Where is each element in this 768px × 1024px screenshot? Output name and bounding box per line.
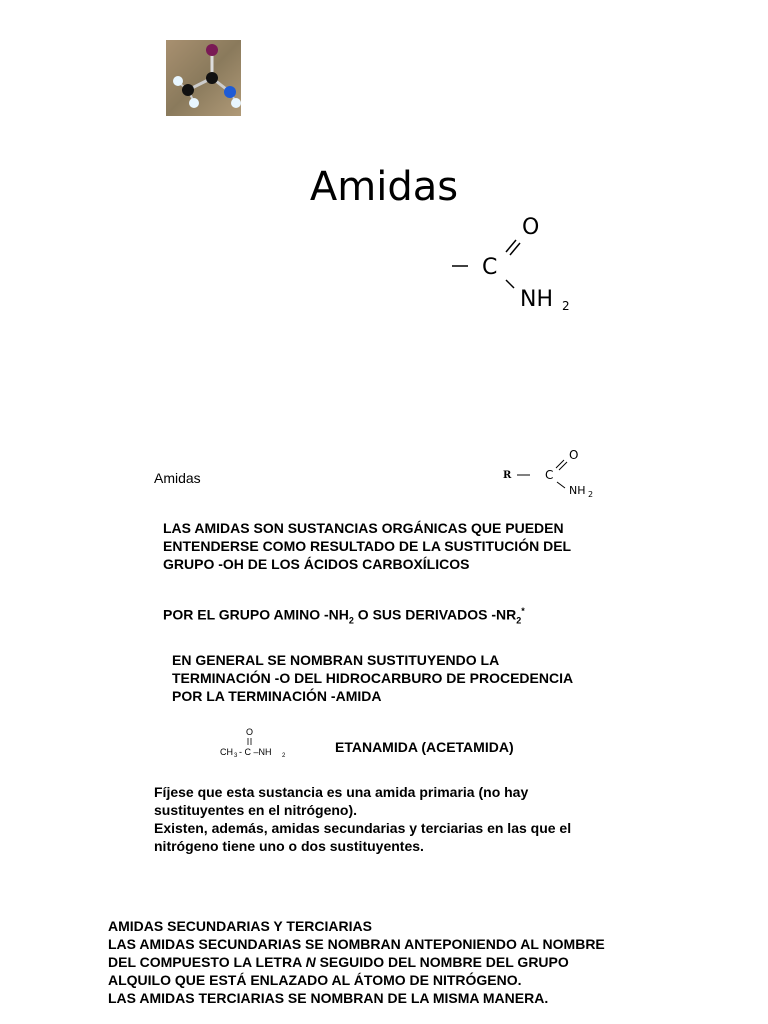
molecule-model-image [166, 40, 241, 116]
text-part: POR EL GRUPO AMINO -NH [163, 606, 349, 623]
subscript: 2 [516, 615, 522, 626]
acetamide-oxygen: O [246, 727, 254, 737]
r-amide-formula [497, 444, 609, 500]
text-line: sustituyentes en el nitrógeno). [154, 802, 358, 818]
subscript: 2 [348, 615, 354, 626]
formula-oxygen: O [522, 215, 540, 240]
primary-amide-note [154, 783, 614, 855]
text-part: O SUS DERIVADOS -NR [353, 606, 517, 623]
text-line: LAS AMIDAS SECUNDARIAS SE NOMBRAN ANTEPONIENDO AL NOMBRE [108, 936, 605, 952]
text-line: ENTENDERSE COMO RESULTADO DE LA SUSTITUCIÓN DEL [163, 538, 572, 554]
acetamide-rest: - C –NH [239, 747, 272, 757]
text-line: Existen, además, amidas secundarias y terciarias en las que el [154, 820, 572, 836]
text-line: LAS AMIDAS TERCIARIAS SE NOMBRAN DE LA MISMA MANERA. [108, 990, 549, 1006]
formula-carbon: C [482, 255, 498, 280]
hydrogen-atom [231, 98, 241, 108]
amino-group-paragraph [163, 602, 583, 629]
carbon-atom [206, 72, 218, 84]
formula-r: R [503, 470, 512, 481]
page-title: Amidas [309, 164, 459, 210]
oxygen-atom [206, 44, 218, 56]
formula-small-oxygen: O [569, 448, 579, 462]
naming-paragraph [172, 651, 612, 705]
text-line: EN GENERAL SE NOMBRAN SUSTITUYENDO LA [172, 652, 500, 668]
text-line: LAS AMIDAS SON SUSTANCIAS ORGÁNICAS QUE PUEDEN [163, 520, 564, 536]
secondary-tertiary-paragraph [108, 917, 648, 1007]
hydrogen-atom [173, 76, 183, 86]
text-line: Fíjese que esta sustancia es una amida primaria (no hay [154, 784, 529, 800]
acetamide-nh-sub: 2 [282, 753, 286, 758]
text-line: AMIDAS SECUNDARIAS Y TERCIARIAS [108, 918, 372, 934]
carbon-atom [182, 84, 194, 96]
text-part: SEGUIDO DEL NOMBRE DEL GRUPO [315, 954, 569, 970]
acetamide-ch-sub: 3 [234, 753, 238, 758]
acetamide-ch: CH [220, 747, 233, 757]
formula-nh-subscript: 2 [562, 299, 570, 313]
definition-paragraph [163, 519, 623, 573]
formula-small-nh: NH [569, 484, 586, 497]
formula-small-carbon: C [545, 468, 554, 482]
text-line: POR LA TERMINACIÓN -AMIDA [172, 688, 382, 704]
nitrogen-atom [224, 86, 236, 98]
text-line: nitrógeno tiene uno o dos sustituyentes. [154, 838, 424, 854]
text-line: GRUPO -OH DE LOS ÁCIDOS CARBOXÍLICOS [163, 556, 470, 572]
section-label: Amidas [154, 470, 201, 486]
acetamide-name: ETANAMIDA (ACETAMIDA) [335, 739, 514, 755]
formula-nh: NH [520, 287, 553, 312]
amide-group-formula [440, 210, 580, 320]
text-line: TERMINACIÓN -O DEL HIDROCARBURO DE PROCEDENCIA [172, 670, 574, 686]
text-line [108, 953, 648, 971]
formula-small-nh-sub: 2 [588, 490, 594, 499]
text-line: ALQUILO QUE ESTÁ ENLAZADO AL ÁTOMO DE NITRÓGENO. [108, 972, 522, 988]
hydrogen-atom [189, 98, 199, 108]
text-part: DEL COMPUESTO LA LETRA [108, 954, 306, 970]
italic-letter: N [305, 954, 316, 970]
superscript: * [521, 606, 525, 616]
acetamide-formula [218, 726, 298, 758]
